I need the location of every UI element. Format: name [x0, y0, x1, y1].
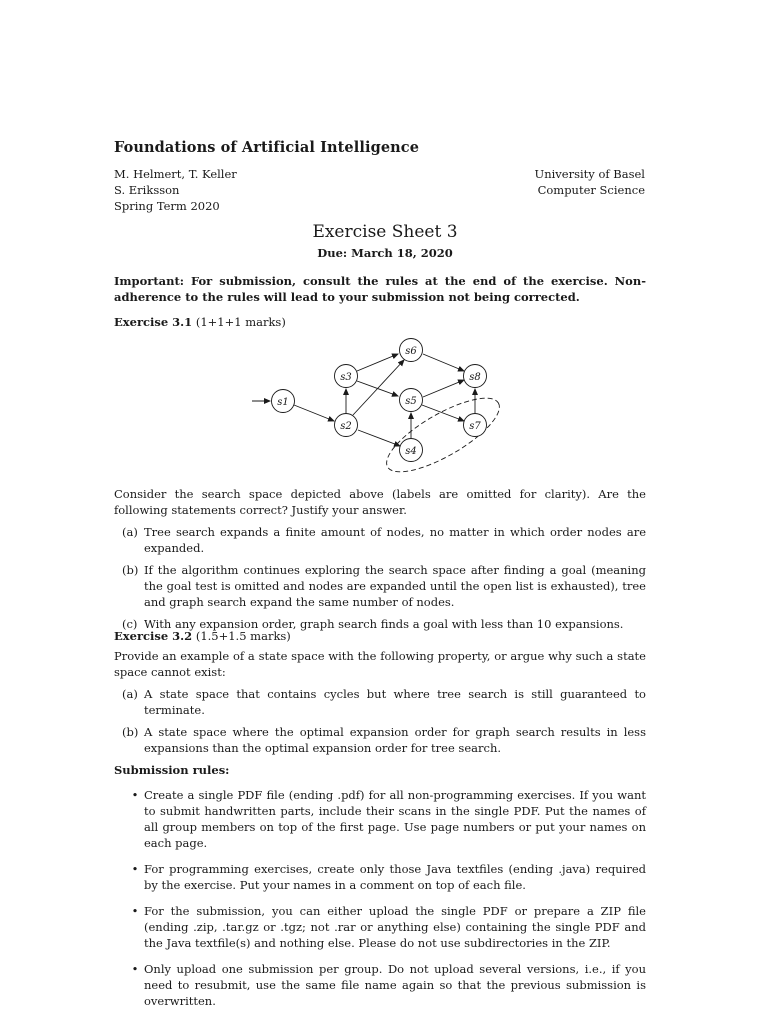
edge-s5-s7 — [422, 405, 464, 421]
term: Spring Term 2020 — [114, 199, 220, 213]
exercise-1-intro: Consider the search space depicted above (labels are omitted for clarity). Are the following statements correct? Justify your answer. — [114, 487, 646, 517]
rule-text: Create a single PDF file (ending .pdf) for all non-programming exercises. If you want to submit handwritten parts, include their scans in the single PDF. Put the names of all group members on top of the first page. Use page numbers or put your names on each page. — [144, 788, 646, 850]
sheet-title: Exercise Sheet 3 — [312, 222, 458, 242]
important-notice: Important: For submission, consult the rules at the end of the exercise. Non-adherence to the rules will lead to your submission not being corrected. — [114, 274, 646, 304]
goal-region-ellipse — [377, 385, 509, 485]
node-label-s5: s5 — [405, 396, 417, 407]
edge-s3-s5 — [357, 381, 398, 396]
item-label: (b) — [122, 563, 139, 577]
item-text: A state space that contains cycles but where tree search is still guaranteed to terminate. — [144, 687, 646, 717]
edge-s6-s8 — [423, 354, 464, 371]
exercise-2-label: Exercise 3.2 — [114, 629, 193, 643]
rule-item — [114, 861, 646, 893]
node-label-s6: s6 — [405, 346, 417, 357]
exercise-2-item-a — [114, 686, 646, 718]
exercise-2-marks: (1.5+1.5 marks) — [195, 629, 291, 643]
item-text: With any expansion order, graph search finds a goal with less than 10 expansions. — [144, 617, 624, 631]
rule-text: For the submission, you can either upload the single PDF or prepare a ZIP file (ending .zip, .tar.gz or .tgz; not .rar or anything else) containing the single PDF and the Java textfile(s) and nothing else. Please do not use subdirectories in the ZIP. — [144, 904, 646, 950]
exercise-1-label: Exercise 3.1 — [114, 315, 193, 329]
rule-item — [114, 903, 646, 951]
edge-s2-s4 — [358, 430, 400, 446]
exercise-2-intro: Provide an example of a state space with the following property, or argue why such a state space cannot exist: — [114, 649, 646, 679]
node-label-s4: s4 — [405, 446, 417, 457]
bullet-icon: • — [131, 788, 139, 802]
item-label: (a) — [122, 687, 138, 701]
edge-s5-s8 — [423, 380, 464, 397]
exercise-2-items — [114, 686, 646, 756]
rule-item — [114, 961, 646, 1009]
node-label-s7: s7 — [469, 421, 481, 432]
item-text: A state space where the optimal expansion order for graph search results in less expansions than the optimal expansion order for tree search. — [144, 725, 646, 755]
item-text: Tree search expands a finite amount of nodes, no matter in which order nodes are expanded. — [144, 525, 646, 555]
bullet-icon: • — [131, 862, 139, 876]
department: Computer Science — [537, 183, 645, 197]
university: University of Basel — [534, 167, 645, 181]
edge-s3-s6 — [357, 354, 398, 371]
exercise-2-heading — [114, 629, 291, 643]
authors-line-2: S. Eriksson — [114, 183, 180, 197]
submission-rules-heading: Submission rules: — [114, 763, 230, 777]
exercise-1-marks: (1+1+1 marks) — [195, 315, 286, 329]
rule-text: Only upload one submission per group. Do not upload several versions, i.e., if you need to resubmit, use the same file name again so that the previous submission is overwritten. — [144, 962, 646, 1008]
rule-item — [114, 787, 646, 851]
exercise-1-item-b — [114, 562, 646, 610]
item-label: (c) — [122, 617, 138, 631]
node-label-s1: s1 — [277, 397, 289, 408]
course-title: Foundations of Artificial Intelligence — [114, 139, 420, 156]
authors-line-1: M. Helmert, T. Keller — [114, 167, 237, 181]
exercise-2-item-b — [114, 724, 646, 756]
item-text: If the algorithm continues exploring the search space after finding a goal (meaning the goal test is omitted and nodes are expanded until the open list is exhausted), tree and graph search expand the same number of nodes. — [144, 563, 646, 609]
item-label: (a) — [122, 525, 138, 539]
bullet-icon: • — [131, 962, 139, 976]
node-label-s8: s8 — [469, 372, 481, 383]
rule-text: For programming exercises, create only those Java textfiles (ending .java) required by the exercise. Put your names in a comment on top of each file. — [144, 862, 646, 892]
due-date: Due: March 18, 2020 — [317, 246, 453, 260]
graph-edges — [294, 354, 475, 446]
node-label-s2: s2 — [340, 421, 352, 432]
submission-rules-list — [114, 787, 646, 1009]
exercise-1-item-a — [114, 524, 646, 556]
edge-s1-s2 — [294, 405, 334, 421]
bullet-icon: • — [131, 904, 139, 918]
node-label-s3: s3 — [340, 372, 352, 383]
item-label: (b) — [122, 725, 139, 739]
edge-s2-s6 — [353, 360, 404, 415]
exercise-1-items — [114, 524, 646, 632]
